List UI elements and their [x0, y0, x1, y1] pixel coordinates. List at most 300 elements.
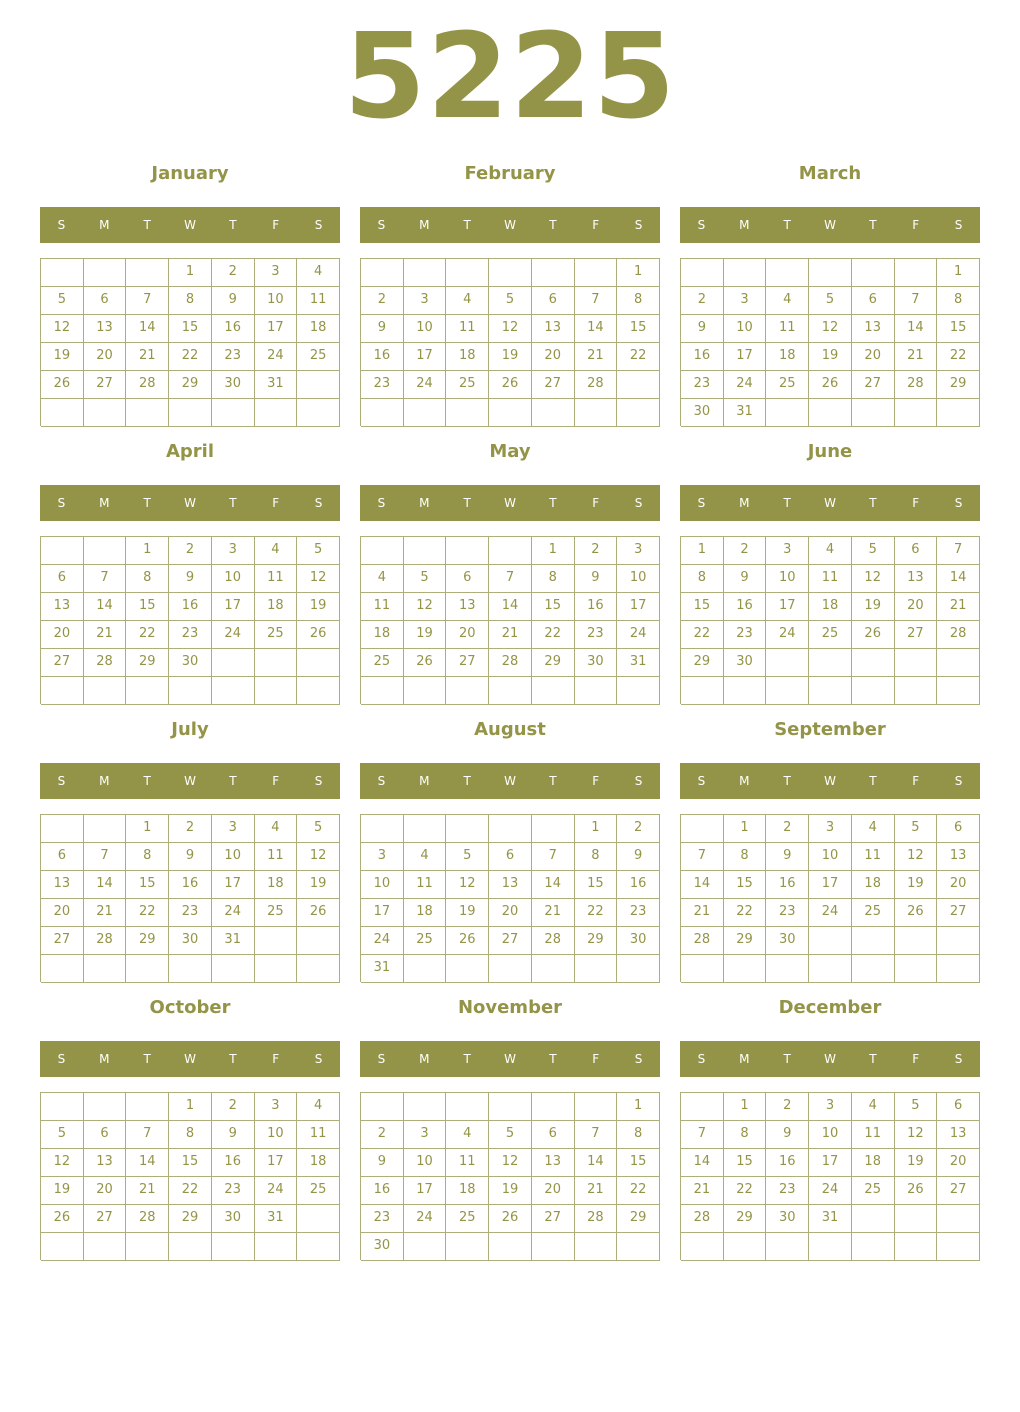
day-cell: 9 — [169, 843, 212, 871]
day-cell: 17 — [255, 1149, 298, 1177]
empty-cell — [126, 399, 169, 427]
day-cell: 22 — [617, 343, 660, 371]
day-cell: 10 — [212, 843, 255, 871]
empty-cell — [681, 955, 724, 983]
day-cell: 7 — [489, 565, 532, 593]
empty-cell — [255, 649, 298, 677]
empty-cell — [297, 399, 340, 427]
day-cell: 7 — [575, 287, 618, 315]
day-grid — [680, 814, 980, 982]
empty-cell — [489, 537, 532, 565]
empty-cell — [361, 537, 404, 565]
day-cell: 28 — [84, 927, 127, 955]
day-cell: 1 — [575, 815, 618, 843]
empty-cell — [361, 259, 404, 287]
day-cell: 7 — [895, 287, 938, 315]
day-cell: 26 — [489, 371, 532, 399]
weekday-label: T — [783, 218, 791, 232]
day-cell: 18 — [446, 343, 489, 371]
day-cell: 2 — [169, 815, 212, 843]
day-cell: 1 — [681, 537, 724, 565]
day-cell: 26 — [809, 371, 852, 399]
day-cell: 4 — [852, 1093, 895, 1121]
day-cell: 6 — [532, 1121, 575, 1149]
day-cell: 15 — [169, 315, 212, 343]
day-cell: 16 — [361, 1177, 404, 1205]
empty-cell — [255, 399, 298, 427]
day-cell: 24 — [255, 343, 298, 371]
empty-cell — [532, 399, 575, 427]
empty-cell — [532, 1233, 575, 1261]
day-cell: 21 — [489, 621, 532, 649]
day-cell: 25 — [766, 371, 809, 399]
day-cell: 7 — [575, 1121, 618, 1149]
day-cell: 9 — [361, 1149, 404, 1177]
day-cell: 4 — [255, 815, 298, 843]
empty-cell — [937, 927, 980, 955]
empty-cell — [532, 677, 575, 705]
day-cell: 19 — [297, 593, 340, 621]
empty-cell — [766, 677, 809, 705]
day-cell: 1 — [169, 1093, 212, 1121]
day-cell: 6 — [937, 815, 980, 843]
day-cell: 3 — [766, 537, 809, 565]
day-cell: 29 — [681, 649, 724, 677]
empty-cell — [532, 815, 575, 843]
day-cell: 23 — [681, 371, 724, 399]
day-cell: 25 — [297, 343, 340, 371]
empty-cell — [404, 677, 447, 705]
weekday-label: S — [377, 774, 386, 788]
day-cell: 20 — [532, 1177, 575, 1205]
day-cell: 27 — [41, 927, 84, 955]
month-name: July — [171, 719, 209, 740]
day-cell: 11 — [766, 315, 809, 343]
day-cell: 25 — [446, 371, 489, 399]
day-cell: 11 — [361, 593, 404, 621]
day-cell: 26 — [895, 1177, 938, 1205]
day-cell: 26 — [41, 1205, 84, 1233]
weekday-label: T — [549, 218, 557, 232]
weekday-header — [40, 207, 340, 243]
empty-cell — [852, 259, 895, 287]
day-cell: 30 — [724, 649, 767, 677]
empty-cell — [404, 815, 447, 843]
day-cell: 7 — [681, 1121, 724, 1149]
empty-cell — [446, 537, 489, 565]
day-cell: 4 — [361, 565, 404, 593]
weekday-label: T — [869, 496, 877, 510]
day-cell: 14 — [681, 871, 724, 899]
empty-cell — [404, 399, 447, 427]
empty-cell — [937, 1205, 980, 1233]
day-cell: 19 — [41, 343, 84, 371]
weekday-label: M — [419, 218, 430, 232]
day-cell: 27 — [84, 1205, 127, 1233]
month-name: October — [149, 997, 231, 1018]
day-cell: 10 — [766, 565, 809, 593]
empty-cell — [297, 1205, 340, 1233]
day-cell: 12 — [489, 315, 532, 343]
empty-cell — [255, 677, 298, 705]
day-cell: 5 — [809, 287, 852, 315]
day-cell: 2 — [212, 1093, 255, 1121]
weekday-label: F — [272, 774, 280, 788]
weekday-label: S — [57, 496, 66, 510]
day-cell: 13 — [84, 315, 127, 343]
day-cell: 5 — [489, 287, 532, 315]
day-cell: 1 — [724, 815, 767, 843]
empty-cell — [126, 1093, 169, 1121]
day-cell: 27 — [489, 927, 532, 955]
weekday-header — [40, 1041, 340, 1077]
weekday-label: S — [697, 496, 706, 510]
day-cell: 6 — [84, 287, 127, 315]
month-name: November — [457, 997, 563, 1018]
day-cell: 11 — [297, 1121, 340, 1149]
day-cell: 9 — [766, 1121, 809, 1149]
day-cell: 11 — [852, 1121, 895, 1149]
empty-cell — [681, 815, 724, 843]
day-cell: 5 — [852, 537, 895, 565]
empty-cell — [489, 677, 532, 705]
day-cell: 15 — [617, 1149, 660, 1177]
weekday-label: S — [697, 774, 706, 788]
day-cell: 29 — [532, 649, 575, 677]
weekday-header — [680, 1041, 980, 1077]
day-cell: 21 — [84, 899, 127, 927]
day-cell: 28 — [84, 649, 127, 677]
day-cell: 8 — [681, 565, 724, 593]
weekday-label: S — [954, 218, 963, 232]
day-cell: 24 — [255, 1177, 298, 1205]
empty-cell — [724, 259, 767, 287]
empty-cell — [681, 259, 724, 287]
day-cell: 9 — [169, 565, 212, 593]
weekday-label: W — [184, 1052, 196, 1066]
day-cell: 4 — [297, 259, 340, 287]
weekday-label: T — [869, 218, 877, 232]
day-cell: 20 — [41, 621, 84, 649]
empty-cell — [532, 955, 575, 983]
weekday-label: M — [419, 1052, 430, 1066]
day-cell: 24 — [617, 621, 660, 649]
day-cell: 23 — [212, 343, 255, 371]
day-cell: 20 — [446, 621, 489, 649]
empty-cell — [852, 649, 895, 677]
empty-cell — [404, 1093, 447, 1121]
empty-cell — [297, 677, 340, 705]
day-cell: 7 — [681, 843, 724, 871]
empty-cell — [169, 955, 212, 983]
day-cell: 20 — [489, 899, 532, 927]
empty-cell — [575, 259, 618, 287]
empty-cell — [895, 1205, 938, 1233]
day-cell: 14 — [937, 565, 980, 593]
day-cell: 20 — [532, 343, 575, 371]
day-cell: 29 — [724, 1205, 767, 1233]
day-cell: 4 — [297, 1093, 340, 1121]
day-cell: 7 — [126, 287, 169, 315]
month-name: May — [489, 441, 531, 462]
empty-cell — [575, 955, 618, 983]
empty-cell — [937, 399, 980, 427]
day-cell: 18 — [809, 593, 852, 621]
weekday-label: T — [869, 774, 877, 788]
day-cell: 10 — [404, 315, 447, 343]
day-cell: 12 — [446, 871, 489, 899]
empty-cell — [169, 399, 212, 427]
day-cell: 23 — [766, 1177, 809, 1205]
day-cell: 2 — [681, 287, 724, 315]
day-cell: 22 — [169, 343, 212, 371]
day-cell: 5 — [446, 843, 489, 871]
day-cell: 12 — [489, 1149, 532, 1177]
day-cell: 28 — [126, 1205, 169, 1233]
day-grid — [680, 536, 980, 704]
day-cell: 17 — [617, 593, 660, 621]
day-cell: 23 — [766, 899, 809, 927]
day-grid — [360, 814, 660, 982]
day-cell: 14 — [126, 1149, 169, 1177]
day-cell: 9 — [212, 1121, 255, 1149]
day-cell: 19 — [489, 343, 532, 371]
day-cell: 31 — [724, 399, 767, 427]
day-cell: 5 — [895, 815, 938, 843]
day-cell: 25 — [255, 621, 298, 649]
weekday-label: S — [377, 218, 386, 232]
weekday-label: T — [549, 1052, 557, 1066]
day-cell: 21 — [575, 1177, 618, 1205]
weekday-label: M — [99, 218, 110, 232]
weekday-label: W — [824, 1052, 836, 1066]
day-cell: 16 — [169, 871, 212, 899]
day-cell: 30 — [169, 649, 212, 677]
month-name: August — [474, 719, 546, 740]
empty-cell — [617, 955, 660, 983]
day-cell: 25 — [361, 649, 404, 677]
day-cell: 11 — [809, 565, 852, 593]
day-cell: 9 — [212, 287, 255, 315]
empty-cell — [937, 649, 980, 677]
empty-cell — [852, 677, 895, 705]
day-cell: 12 — [41, 315, 84, 343]
day-cell: 2 — [212, 259, 255, 287]
day-cell: 22 — [575, 899, 618, 927]
day-cell: 13 — [895, 565, 938, 593]
day-cell: 21 — [575, 343, 618, 371]
weekday-label: T — [783, 1052, 791, 1066]
day-cell: 16 — [617, 871, 660, 899]
day-cell: 2 — [169, 537, 212, 565]
day-cell: 29 — [617, 1205, 660, 1233]
day-cell: 23 — [169, 621, 212, 649]
empty-cell — [575, 1093, 618, 1121]
empty-cell — [41, 955, 84, 983]
day-cell: 12 — [297, 565, 340, 593]
day-cell: 3 — [212, 537, 255, 565]
weekday-header — [40, 485, 340, 521]
day-cell: 16 — [681, 343, 724, 371]
weekday-label: W — [824, 496, 836, 510]
day-cell: 24 — [766, 621, 809, 649]
empty-cell — [766, 259, 809, 287]
weekday-label: W — [184, 218, 196, 232]
day-grid — [360, 258, 660, 426]
empty-cell — [809, 259, 852, 287]
empty-cell — [361, 399, 404, 427]
day-cell: 16 — [575, 593, 618, 621]
weekday-label: T — [783, 774, 791, 788]
empty-cell — [41, 1093, 84, 1121]
day-cell: 26 — [852, 621, 895, 649]
empty-cell — [404, 259, 447, 287]
day-cell: 16 — [212, 315, 255, 343]
empty-cell — [724, 955, 767, 983]
day-cell: 31 — [255, 371, 298, 399]
weekday-label: F — [592, 774, 600, 788]
weekday-label: S — [314, 218, 323, 232]
day-cell: 21 — [126, 343, 169, 371]
empty-cell — [937, 1233, 980, 1261]
day-cell: 3 — [212, 815, 255, 843]
day-cell: 5 — [297, 537, 340, 565]
day-cell: 24 — [404, 1205, 447, 1233]
day-cell: 5 — [895, 1093, 938, 1121]
weekday-label: M — [99, 774, 110, 788]
day-cell: 3 — [724, 287, 767, 315]
day-cell: 7 — [126, 1121, 169, 1149]
day-cell: 8 — [575, 843, 618, 871]
day-cell: 17 — [809, 871, 852, 899]
day-cell: 6 — [489, 843, 532, 871]
day-cell: 27 — [895, 621, 938, 649]
weekday-header — [680, 485, 980, 521]
day-cell: 31 — [809, 1205, 852, 1233]
day-cell: 17 — [404, 343, 447, 371]
day-cell: 13 — [446, 593, 489, 621]
day-cell: 12 — [809, 315, 852, 343]
empty-cell — [895, 1233, 938, 1261]
day-cell: 28 — [937, 621, 980, 649]
day-cell: 25 — [255, 899, 298, 927]
day-cell: 14 — [532, 871, 575, 899]
day-cell: 3 — [617, 537, 660, 565]
empty-cell — [852, 927, 895, 955]
empty-cell — [809, 955, 852, 983]
weekday-label: S — [57, 1052, 66, 1066]
day-cell: 4 — [446, 1121, 489, 1149]
empty-cell — [446, 815, 489, 843]
day-cell: 19 — [446, 899, 489, 927]
day-cell: 13 — [937, 1121, 980, 1149]
day-cell: 22 — [169, 1177, 212, 1205]
day-cell: 25 — [852, 1177, 895, 1205]
empty-cell — [617, 371, 660, 399]
empty-cell — [361, 677, 404, 705]
empty-cell — [681, 677, 724, 705]
weekday-label: S — [634, 496, 643, 510]
empty-cell — [84, 1233, 127, 1261]
weekday-label: F — [592, 218, 600, 232]
day-cell: 3 — [809, 815, 852, 843]
empty-cell — [617, 677, 660, 705]
weekday-label: M — [739, 218, 750, 232]
weekday-label: M — [739, 774, 750, 788]
day-cell: 19 — [404, 621, 447, 649]
day-cell: 13 — [84, 1149, 127, 1177]
weekday-label: F — [912, 496, 920, 510]
day-cell: 24 — [809, 899, 852, 927]
day-cell: 30 — [766, 927, 809, 955]
day-cell: 17 — [724, 343, 767, 371]
day-cell: 8 — [532, 565, 575, 593]
day-cell: 23 — [617, 899, 660, 927]
empty-cell — [852, 955, 895, 983]
day-cell: 20 — [852, 343, 895, 371]
weekday-label: M — [99, 1052, 110, 1066]
empty-cell — [724, 1233, 767, 1261]
day-cell: 19 — [297, 871, 340, 899]
weekday-label: M — [739, 1052, 750, 1066]
day-cell: 4 — [852, 815, 895, 843]
day-cell: 28 — [126, 371, 169, 399]
day-cell: 10 — [617, 565, 660, 593]
empty-cell — [446, 259, 489, 287]
day-cell: 22 — [724, 1177, 767, 1205]
empty-cell — [766, 399, 809, 427]
day-cell: 30 — [766, 1205, 809, 1233]
weekday-label: T — [783, 496, 791, 510]
empty-cell — [446, 1233, 489, 1261]
day-cell: 8 — [617, 287, 660, 315]
weekday-header — [360, 207, 660, 243]
empty-cell — [681, 1093, 724, 1121]
day-cell: 6 — [532, 287, 575, 315]
day-cell: 13 — [41, 871, 84, 899]
day-cell: 14 — [681, 1149, 724, 1177]
day-cell: 3 — [255, 1093, 298, 1121]
day-cell: 27 — [532, 371, 575, 399]
weekday-label: T — [229, 496, 237, 510]
empty-cell — [446, 955, 489, 983]
day-cell: 11 — [255, 843, 298, 871]
day-cell: 24 — [212, 621, 255, 649]
day-cell: 15 — [724, 871, 767, 899]
day-cell: 17 — [212, 871, 255, 899]
day-cell: 2 — [724, 537, 767, 565]
day-cell: 22 — [681, 621, 724, 649]
day-cell: 8 — [724, 1121, 767, 1149]
day-cell: 29 — [126, 927, 169, 955]
day-cell: 4 — [766, 287, 809, 315]
empty-cell — [575, 677, 618, 705]
empty-cell — [766, 955, 809, 983]
day-cell: 28 — [681, 927, 724, 955]
day-cell: 10 — [724, 315, 767, 343]
day-cell: 2 — [766, 815, 809, 843]
empty-cell — [404, 1233, 447, 1261]
day-cell: 19 — [489, 1177, 532, 1205]
day-cell: 21 — [84, 621, 127, 649]
weekday-label: T — [143, 774, 151, 788]
empty-cell — [937, 955, 980, 983]
day-cell: 15 — [617, 315, 660, 343]
empty-cell — [575, 399, 618, 427]
day-cell: 11 — [852, 843, 895, 871]
empty-cell — [895, 649, 938, 677]
empty-cell — [404, 955, 447, 983]
